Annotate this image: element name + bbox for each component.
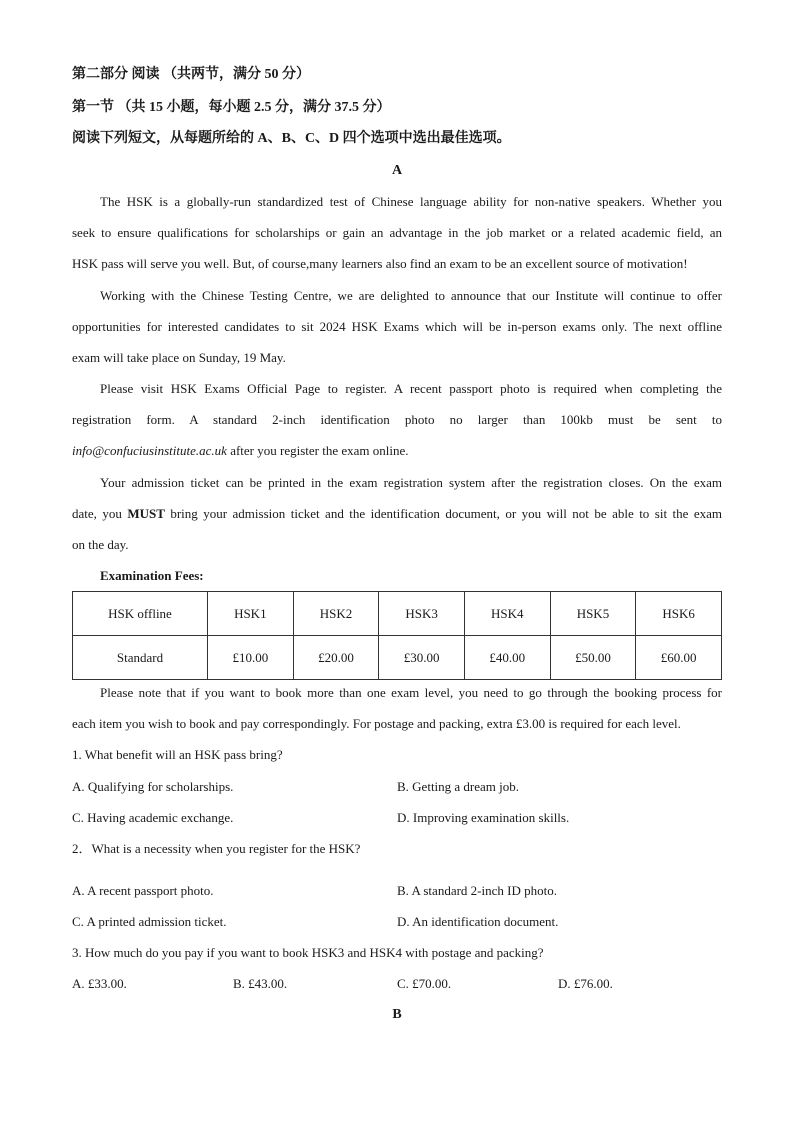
paragraph-text: date, you bbox=[72, 506, 128, 521]
option-d[interactable]: D. £76.00. bbox=[558, 976, 613, 991]
option-c[interactable]: C. A printed admission ticket. bbox=[72, 914, 227, 929]
option-a[interactable]: A. Qualifying for scholarships. bbox=[72, 779, 234, 794]
table-cell: £20.00 bbox=[293, 636, 379, 680]
table-cell: HSK3 bbox=[379, 592, 465, 636]
table-cell: £10.00 bbox=[208, 636, 294, 680]
option-c[interactable]: C. £70.00. bbox=[397, 976, 452, 991]
option-c[interactable]: C. Having academic exchange. bbox=[72, 810, 234, 825]
option-a[interactable]: A. £33.00. bbox=[72, 976, 127, 991]
option-d[interactable]: D. An identification document. bbox=[397, 914, 559, 929]
table-cell: Standard bbox=[73, 636, 208, 680]
option-b[interactable]: B. £43.00. bbox=[233, 976, 288, 991]
paragraph-line: registration form. A standard 2-inch identification photo no larger than 100kb must be sent to bbox=[72, 412, 722, 427]
fees-title: Examination Fees: bbox=[100, 568, 204, 583]
table-cell: HSK5 bbox=[550, 592, 636, 636]
option-a[interactable]: A. A recent passport photo. bbox=[72, 883, 214, 898]
part-heading: 第二部分 阅读 （共两节，满分 50 分） bbox=[72, 67, 310, 82]
table-row bbox=[73, 636, 722, 680]
question-stem: 1. What benefit will an HSK pass bring? bbox=[72, 747, 283, 762]
paragraph-line: HSK pass will serve you well. But, of course,many learners also find an exam to be an excellent source of motivation! bbox=[72, 256, 688, 271]
paragraph-line: opportunities for interested candidates to sit 2024 HSK Exams which will be in-person exams only. The next offline bbox=[72, 319, 722, 334]
table-cell: £30.00 bbox=[379, 636, 465, 680]
table-cell: HSK4 bbox=[464, 592, 550, 636]
instruction-text: 阅读下列短文，从每题所给的 A、B、C、D 四个选项中选出最佳选项。 bbox=[72, 131, 511, 146]
passage-b-label: B bbox=[392, 1007, 402, 1022]
question-stem: 2．What is a necessity when you register for the HSK? bbox=[72, 841, 361, 856]
paragraph-text: after you register the exam online. bbox=[226, 443, 409, 458]
fees-table bbox=[72, 591, 722, 680]
table-cell: £60.00 bbox=[636, 636, 722, 680]
paragraph-line bbox=[72, 505, 722, 523]
paragraph-line bbox=[72, 442, 722, 460]
option-b[interactable]: B. A standard 2-inch ID photo. bbox=[397, 883, 557, 898]
option-d[interactable]: D. Improving examination skills. bbox=[397, 810, 570, 825]
email-link[interactable]: info@confuciusinstitute.ac.uk bbox=[72, 443, 227, 458]
paragraph-line: on the day. bbox=[72, 537, 129, 552]
table-cell: HSK1 bbox=[208, 592, 294, 636]
paragraph-text: bring your admission ticket and the identification document, or you will not be able to sit the exam bbox=[164, 506, 723, 521]
paragraph-line: each item you wish to book and pay correspondingly. For postage and packing, extra £3.00 is required for each level. bbox=[72, 716, 681, 731]
table-cell: £40.00 bbox=[464, 636, 550, 680]
option-b[interactable]: B. Getting a dream job. bbox=[397, 779, 520, 794]
passage-a-label: A bbox=[391, 163, 403, 178]
table-cell: £50.00 bbox=[550, 636, 636, 680]
section-heading: 第一节 （共 15 小题，每小题 2.5 分，满分 37.5 分） bbox=[72, 100, 391, 115]
paragraph-line: Please visit HSK Exams Official Page to register. A recent passport photo is required when completing the bbox=[100, 381, 722, 396]
paragraph-line: seek to ensure qualifications for scholarships or gain an advantage in the job market or a related academic field, an bbox=[72, 225, 722, 240]
table-cell: HSK offline bbox=[73, 592, 208, 636]
paragraph-line: exam will take place on Sunday, 19 May. bbox=[72, 350, 286, 365]
emphasis-text: MUST bbox=[127, 506, 165, 521]
table-cell: HSK2 bbox=[293, 592, 379, 636]
table-row bbox=[73, 592, 722, 636]
paragraph-line: Working with the Chinese Testing Centre, we are delighted to announce that our Institute will continue to offer bbox=[100, 288, 722, 303]
table-cell: HSK6 bbox=[636, 592, 722, 636]
paragraph-line: Please note that if you want to book more than one exam level, you need to go through the booking process for bbox=[100, 685, 722, 700]
paragraph-line: The HSK is a globally-run standardized test of Chinese language ability for non-native speakers. Whether you bbox=[100, 194, 722, 209]
paragraph-line: Your admission ticket can be printed in the exam registration system after the registration closes. On the exam bbox=[100, 475, 722, 490]
question-stem: 3. How much do you pay if you want to book HSK3 and HSK4 with postage and packing? bbox=[72, 945, 544, 960]
